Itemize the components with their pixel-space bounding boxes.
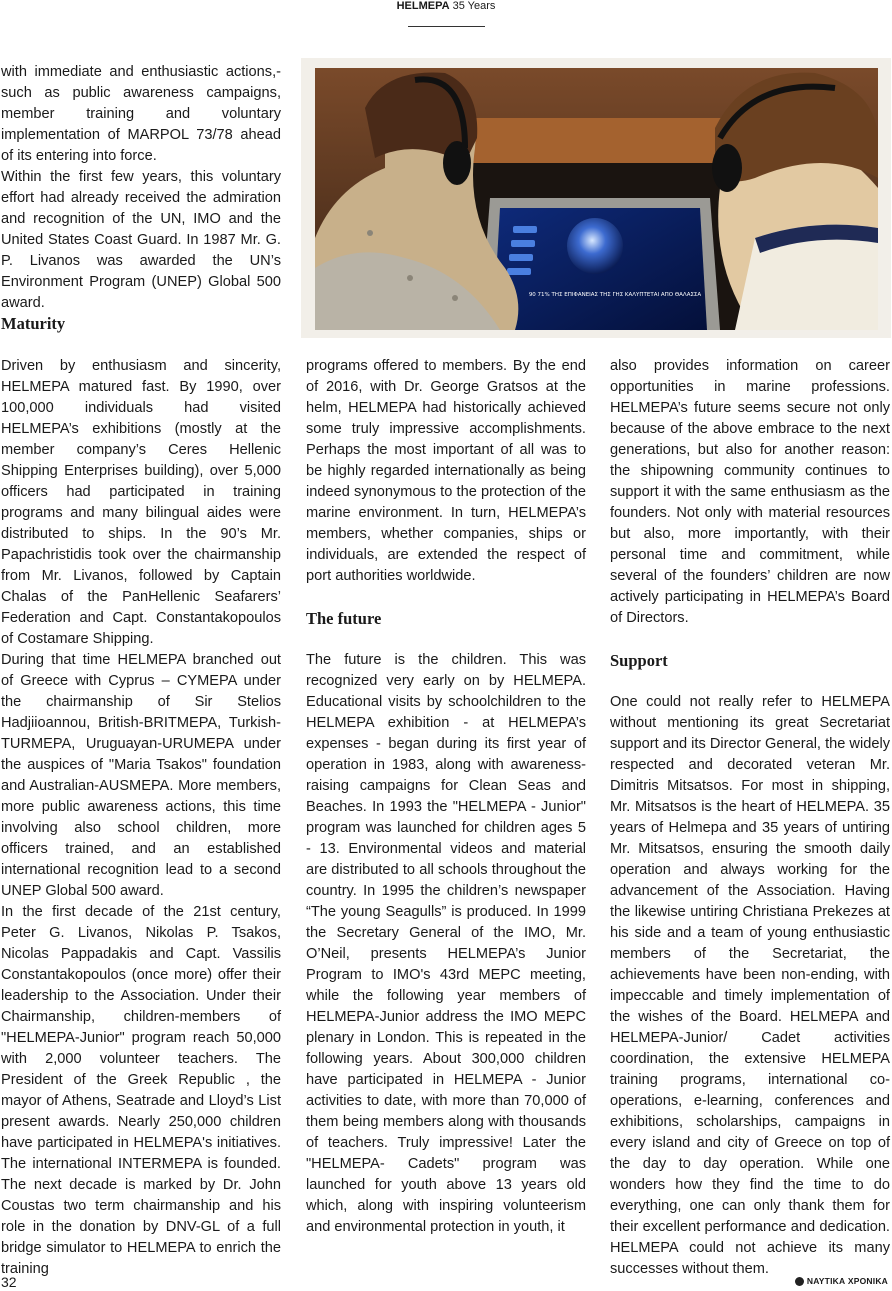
body-paragraph: In the first decade of the 21st century, Peter G. Livanos, Nikolas P. Tsakos, Nicolas Pappadakis and Capt. Vassilis Constantakopoulos (once more) offer their leadership to the Association. Under their Chairmanship, children-members of "HELMEPA-Junior" program reach 50,000 with 2,000 volunteer teachers. The President of the Greek Republic , the mayor of Athens, Seatrade and Lloyd’s List present awards. Nearly 250,000 children have participated in HELMEPA's initiatives. The international INTERMEPA is founded. The next decade is marked by Dr. John Coustas two term chairmanship and his role in the donation by DNV-GL of a full bridge simulator to HELMEPA to enrich the training bbox=[1, 904, 281, 1277]
header-rule bbox=[408, 26, 485, 27]
body-paragraph: also provides information on career opportunities in marine professions. HELMEPA’s future seems secure not only because of the above embrace to the next generations, but also for another reason: the shipowning community continues to support it with the same enthusiasm as the founders. Not only with material resources but also, more importantly, with their personal time and commitment, while several of the founders’ children are now actively participating in HELMEPA’s Board of Directors. bbox=[610, 358, 890, 626]
header-subtitle: 35 Years bbox=[452, 0, 496, 12]
photo-frame bbox=[301, 58, 891, 338]
children-at-screen-photo bbox=[315, 68, 878, 330]
intro-paragraph: Within the first few years, this voluntary effort had already received the admiration and recognition of the UN, IMO and the United States Coast Guard. In 1987 Mr. G. P. Livanos was awarded the UN’s Environment Program (UNEP) Global 500 award. bbox=[1, 169, 281, 311]
page-number: 32 bbox=[1, 1274, 17, 1290]
body-paragraph: One could not really refer to HELMEPA without mentioning its great Secretariat support and its Director General, the widely respected and decorated veteran Mr. Dimitris Mitsatsos. For most in shipping, Mr. Mitsatsos is the heart of HELMEPA. 35 years of Helmepa and 35 years of untiring Mr. Mitsatsos, ensuring the smooth daily operation and always working for the advancement of the Association. Having the likewise untiring Christiana Prekezes at his side and a team of young enthusiastic members of the Secretariat, the achievements have been non-ending, with impeccable and timely implementation of the wishes of the Board. HELMEPA and HELMEPA-Junior/ Cadet activities coordination, the extensive HELMEPA training programs, international co-operations, e-learning, conferences and exhibitions, scholarships, campaigns in every island and city of Greece on top of the day to day operation. While one wonders how they find the time to do everything, one can only thank them for their excellent performance and dedication. HELMEPA could not achieve its many successes without them. bbox=[610, 694, 890, 1277]
column-2 bbox=[306, 356, 586, 1238]
body-paragraph: programs offered to members. By the end of 2016, with Dr. George Gratsos at the helm, HELMEPA had historically achieved some truly impressive accomplishments. Perhaps the most important of all was to be highly regarded internationally as being indeed synonymous to the protection of the marine environment. In turn, HELMEPA’s members, whether companies, ships or individuals, are extended the respect of port authorities worldwide. bbox=[306, 358, 586, 584]
support-heading: Support bbox=[610, 651, 668, 670]
publication-logo bbox=[795, 1276, 888, 1286]
body-paragraph: The future is the children. This was recognized very early on by HELMEPA. Educational visits by schoolchildren to the HELMEPA exhibition - at HELMEPA’s expenses - began during its first year of operation in 1983, along with awareness-raising campaigns for Clean Seas and Beaches. In 1993 the "HELMEPA - Junior" program was launched for children ages 5 - 13. Environmental videos and material are distributed to all schools throughout the country. In 1995 the children’s newspaper “The young Seagulls” is produced. In 1999 the Secretary General of the IMO, Mr. O’Neil, presents HELMEPA’s Junior Program to IMO's 43rd MEPC meeting, while the following year members of HELMEPA-Junior address the IMO MEPC plenary in London. This is repeated in the following years. About 300,000 children have participated in HELMEPA - Junior activities to date, with more than 70,000 of them being members along with thousands of teachers. Truly impressive! Later the "HELMEPA- Cadets" program was launched for youth above 13 years old which, along with inspiring volunteerism and environmental protection in youth, it bbox=[306, 652, 586, 1235]
intro-text bbox=[1, 62, 281, 314]
header-brand: HELMEPA bbox=[396, 0, 450, 12]
column-1 bbox=[1, 356, 281, 1280]
running-header bbox=[0, 0, 892, 12]
body-paragraph: Driven by enthusiasm and sincerity, HELMEPA matured fast. By 1990, over 100,000 individuals had visited HELMEPA’s exhibitions (mostly at the member company’s Ceres Hellenic Shipping Enterprises building), over 5,000 officers had participated in training programs and many bilingual aides were distributed to ships. In the 90’s Mr. Papachristidis took over the chairmanship from Mr. Livanos, followed by Captain Chalas of the PanHellenic Seafarers’ Federation and Capt. Constantakopoulos of Costamare Shipping. bbox=[1, 358, 281, 647]
publication-name: ΝΑΥΤΙΚΑ ΧΡΟΝΙΚΑ bbox=[806, 1276, 888, 1286]
screen-caption: 90 71% ΤΗΣ ΕΠΙΦΑΝΕΙΑΣ ΤΗΣ ΓΗΣ ΚΑΛΥΠΤΕΤΑΙ ΑΠΟ ΘΑΛΑΣΣΑ bbox=[528, 292, 702, 298]
maturity-heading: Maturity bbox=[1, 314, 66, 333]
column-3 bbox=[610, 356, 890, 1280]
future-heading: The future bbox=[306, 609, 382, 628]
publication-logo-icon bbox=[795, 1277, 804, 1286]
body-paragraph: During that time HELMEPA branched out of Greece with Cyprus – CYMEPA under the chairmanship of Sir Stelios Hadjiioannou, British-BRITMEPA, Turkish-TURMEPA, Uruguayan-URUMEPA under the auspices of "Maria Tsakos" foundation and Australian-AUSMEPA. More members, more public awareness actions, this time involving also school children, more officers trained, and an established international recognition lead to a second UNEP Global 500 award. bbox=[1, 652, 281, 899]
intro-paragraph: with immediate and enthusiastic actions,- such as public awareness campaigns, member training and voluntary implementation of MARPOL 73/78 ahead of its entering into force. bbox=[1, 64, 281, 164]
